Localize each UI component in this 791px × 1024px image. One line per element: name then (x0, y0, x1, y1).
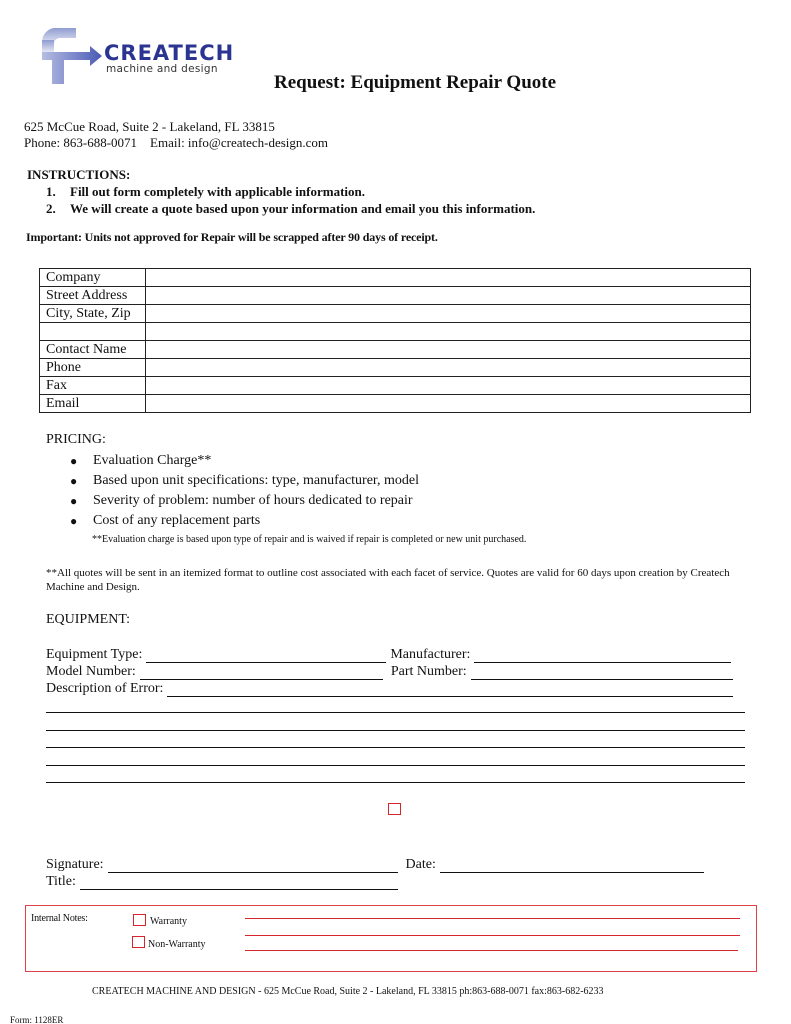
instruction-item: 2. We will create a quote based upon your information and email you this information. (46, 201, 536, 216)
equipment-type-input[interactable] (146, 650, 386, 663)
bullet-icon: ● (70, 454, 78, 468)
row-label: Company (40, 269, 146, 287)
row-label: City, State, Zip (40, 305, 146, 323)
description-line[interactable] (46, 730, 745, 731)
pricing-heading: PRICING: (46, 432, 106, 447)
model-number-input[interactable] (140, 667, 383, 680)
notes-line[interactable] (245, 935, 740, 936)
pricing-bullets (70, 451, 419, 531)
title-input[interactable] (80, 877, 398, 890)
instruction-item: 1. Fill out form completely with applicable information. (46, 184, 366, 199)
signature-section (46, 856, 746, 890)
list-item: ● Evaluation Charge** (70, 451, 419, 471)
table-row (40, 359, 751, 377)
list-item: ● Cost of any replacement parts (70, 511, 419, 531)
bullet-icon: ● (70, 474, 78, 488)
company-logo (40, 26, 240, 84)
description-label: Description of Error: (46, 681, 164, 696)
part-number-label: Part Number: (390, 664, 467, 679)
important-notice: Important: Units not approved for Repair will be scrapped after 90 days of receipt. (26, 230, 438, 244)
date-input[interactable] (440, 860, 704, 873)
signature-input[interactable] (108, 860, 398, 873)
bullet-icon: ● (70, 494, 78, 508)
table-row (40, 341, 751, 359)
row-label: Phone (40, 359, 146, 377)
company-field[interactable] (146, 269, 751, 287)
equipment-heading: EQUIPMENT: (46, 612, 131, 627)
table-row (40, 269, 751, 287)
list-item: ● Severity of problem: number of hours dedicated to repair (70, 491, 419, 511)
instructions-heading: INSTRUCTIONS: (27, 167, 131, 182)
notes-line[interactable] (245, 918, 740, 919)
page-title: Request: Equipment Repair Quote (274, 72, 557, 93)
contact-line: Phone: 863-688-0071 Email: info@createch-design.com (24, 135, 329, 150)
row-label: Street Address (40, 287, 146, 305)
description-line[interactable] (46, 712, 745, 713)
part-number-input[interactable] (471, 667, 733, 680)
contact-info-table (39, 268, 751, 413)
list-item: ● Based upon unit specifications: type, manufacturer, model (70, 471, 419, 491)
form-number: Form: 1128ER (10, 1015, 64, 1024)
contact-name-field[interactable] (146, 341, 751, 359)
model-number-label: Model Number: (46, 664, 136, 679)
table-row (40, 395, 751, 413)
non-warranty-checkbox[interactable] (132, 936, 145, 948)
address-line: 625 McCue Road, Suite 2 - Lakeland, FL 33815 (24, 119, 275, 134)
description-line[interactable] (46, 747, 745, 748)
equipment-type-label: Equipment Type: (46, 647, 143, 662)
city-state-zip-field[interactable] (146, 305, 751, 323)
table-row (40, 305, 751, 323)
fax-field[interactable] (146, 377, 751, 395)
logo-arrow-icon (40, 26, 110, 84)
title-label: Title: (46, 874, 76, 889)
bullet-icon: ● (70, 514, 78, 528)
warranty-checkbox[interactable] (133, 914, 146, 926)
date-label: Date: (405, 857, 436, 872)
internal-notes-label: Internal Notes: (31, 913, 88, 924)
manufacturer-input[interactable] (474, 650, 731, 663)
row-label (40, 323, 146, 341)
quotes-note: **All quotes will be sent in an itemized format to outline cost associated with each facet of service. Quotes are valid for 60 days upon creation by Createch Machine and Design. (46, 567, 730, 593)
internal-notes-box (25, 905, 757, 972)
street-address-field[interactable] (146, 287, 751, 305)
company-address (24, 119, 328, 151)
table-row (40, 377, 751, 395)
table-row (40, 323, 751, 341)
blank-field[interactable] (146, 323, 751, 341)
description-line[interactable] (46, 765, 745, 766)
row-label: Email (40, 395, 146, 413)
notes-line[interactable] (245, 950, 738, 951)
table-row (40, 287, 751, 305)
instructions-list (46, 183, 535, 217)
logo-name: CREATECH (104, 41, 235, 65)
non-warranty-label: Non-Warranty (148, 939, 206, 950)
checkbox[interactable] (388, 803, 401, 815)
email-field[interactable] (146, 395, 751, 413)
row-label: Contact Name (40, 341, 146, 359)
footer-text: CREATECH MACHINE AND DESIGN - 625 McCue Road, Suite 2 - Lakeland, FL 33815 ph:863-688-0071 fax:863-682-6233 (92, 986, 604, 997)
warranty-label: Warranty (150, 916, 187, 927)
description-line[interactable] (46, 782, 745, 783)
logo-tagline: machine and design (106, 63, 218, 75)
phone-field[interactable] (146, 359, 751, 377)
row-label: Fax (40, 377, 146, 395)
description-input[interactable] (167, 684, 733, 697)
manufacturer-label: Manufacturer: (390, 647, 471, 662)
evaluation-note: **Evaluation charge is based upon type of repair and is waived if repair is completed or new unit purchased. (92, 534, 527, 545)
signature-label: Signature: (46, 857, 104, 872)
